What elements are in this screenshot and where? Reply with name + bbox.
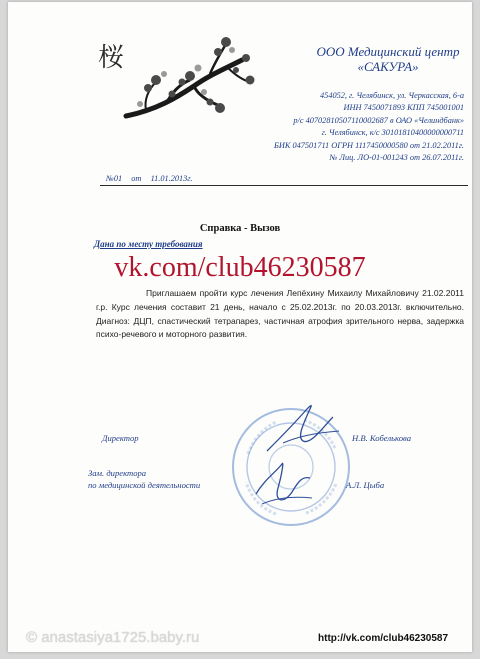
vk-watermark: vk.com/club46230587 [114,252,366,283]
logo-kanji: 桜 [98,43,125,73]
deputy-role [88,468,200,491]
babyru-watermark: © anastasiya1725.baby.ru [26,629,200,646]
deputy-signature-icon [248,454,318,514]
director-name: Н.В. Кобелькова [352,433,412,443]
director-role: Директор [102,433,139,443]
document-number: №01 [106,174,123,183]
document-body [96,287,464,342]
requisite-license: № Лиц. ЛО-01-001243 от 26.07.2011г. [329,153,464,163]
document-page [8,2,472,652]
deputy-name: А.Л. Цыба [346,480,385,490]
requisite-bik: БИК 047501711 ОГРН 1117450000580 от 21.02.2011г. [273,140,464,150]
organization-name [308,44,468,74]
org-name-line1: ООО Медицинский центр [316,44,460,59]
document-number-line [106,174,193,183]
director-signature-icon [263,397,343,457]
vk-club-link[interactable]: http://vk.com/club46230587 [318,633,449,644]
org-name-line2: «САКУРА» [357,59,419,74]
document-title: Справка - Вызов [199,223,281,234]
requisites-block [208,90,464,164]
header-divider [100,185,468,186]
requisite-corr-account: г. Челябинск, к/с 30101810400000000711 [321,128,464,138]
body-paragraph: Приглашаем пройти курс лечения Лепёхину Михаилу Михайловичу 21.02.2011 г.р. Курс лечения составит 21 день, начало с 25.02.2013г. по 20.03.2013г. включительно. Диагноз: ДЦП, спастический тетрапарез, частичная атрофия зрительного нерва, задержка психо-речевого и моторного развития. [96,288,464,340]
requisite-address: 454052, г. Челябинск, ул. Черкасская, 6-а [320,91,464,100]
deputy-role-line2: по медицинской деятельности [88,479,201,490]
requisite-inn: ИНН 7450071893 КПП 745001001 [343,103,464,113]
requisite-account: р/с 40702810507110002687 в ОАО «Челиндбанк» [293,115,464,125]
document-date: 11.01.2013г. [150,174,193,183]
document-date-prefix: от [131,174,142,183]
deputy-role-line1: Зам. директора [88,468,147,478]
addressee-line: Дана по месту требования [94,239,203,249]
